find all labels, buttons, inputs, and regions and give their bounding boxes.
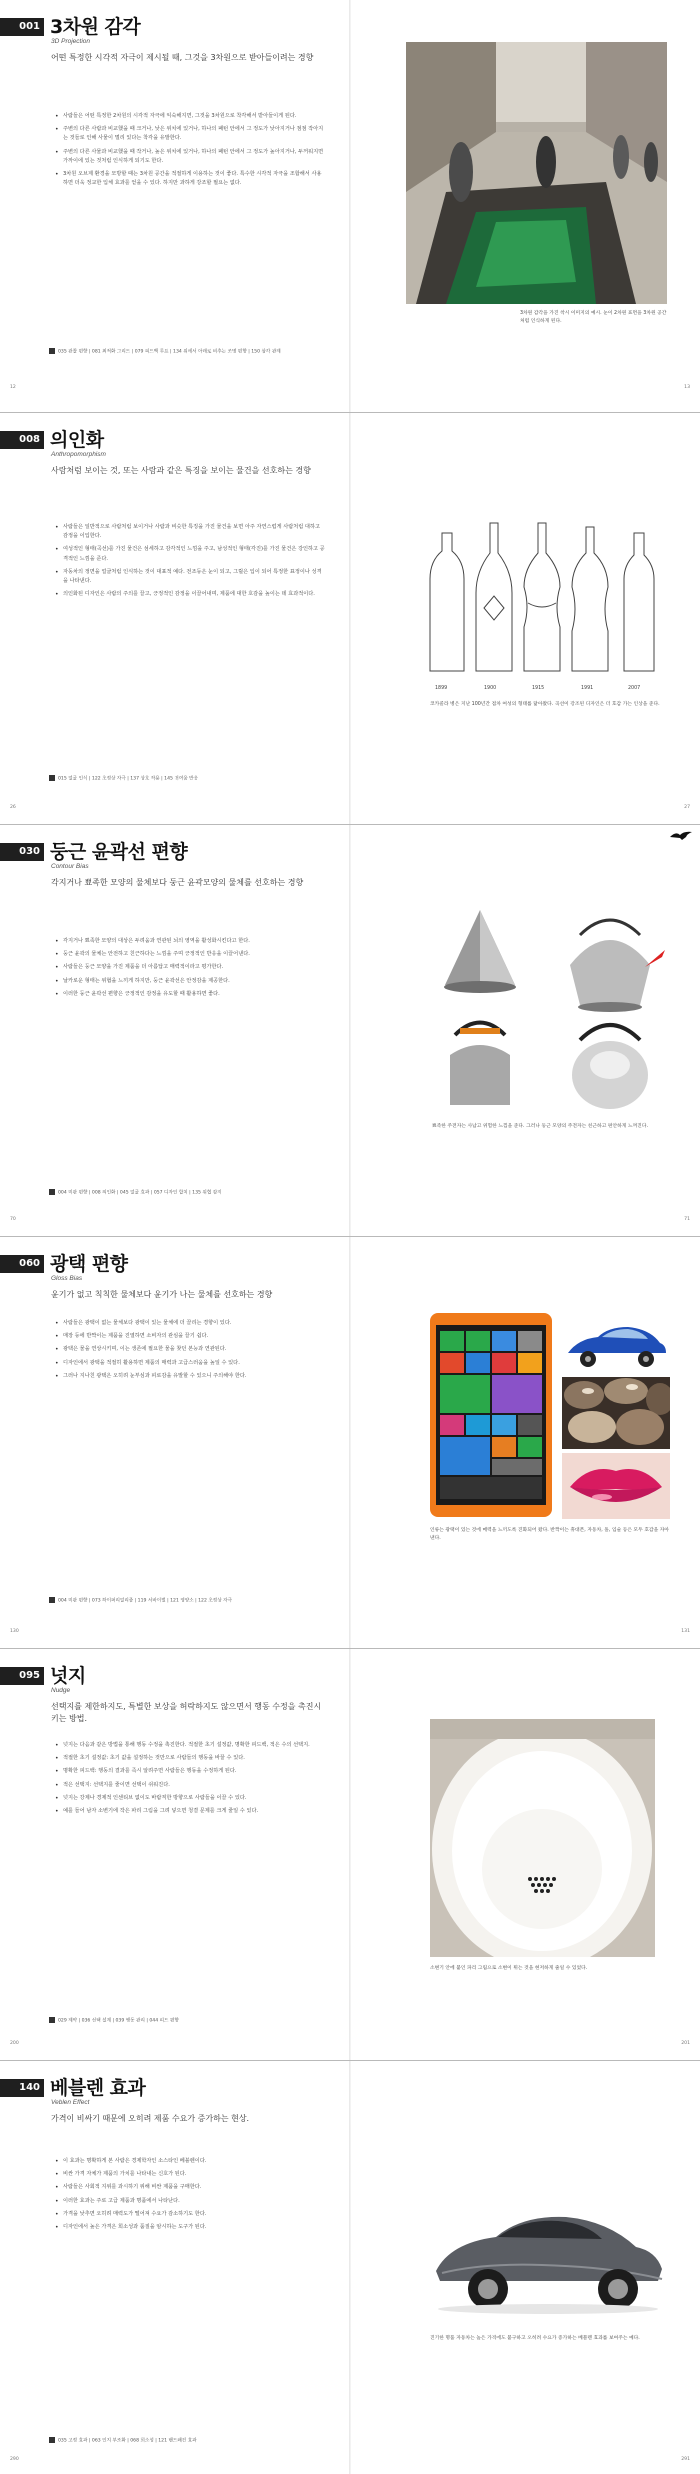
list-item: • 각지거나 뾰족한 모양의 대상은 두려움과 연관된 뇌의 영역을 활성화시킨다고 한다. xyxy=(55,937,325,946)
list-item: • 그러나 지나친 광택은 오히려 눈부심과 피로감을 유발할 수 있으니 주의해야 한다. xyxy=(55,1372,325,1381)
list-item: • 주변의 다른 사람과 비교했을 때 크거나, 낮은 위치에 있거나, 하나의 패턴 안에서 그 정도가 낮아지거나 점점 작아지는 것들로 인해 사물이 멀리 있다는 착각을 유발한다. xyxy=(55,125,325,143)
spread-veblen-effect xyxy=(0,2060,700,2474)
gutter xyxy=(349,825,351,1236)
list-item: • 여성적인 형태(곡선)를 가진 물건은 섬세하고 감각적인 느낌을 주고, 남성적인 형태(각진)를 가진 물건은 강인하고 공격적인 느낌을 준다. xyxy=(55,545,325,563)
see-also-text: 004 미관 편향 | 008 의인화 | 045 얼굴 효과 | 057 디자인 합치 | 135 위협 감지 xyxy=(58,1190,222,1196)
list-item: • 디자인에서 광택을 적절히 활용하면 제품의 매력과 고급스러움을 높일 수 있다. xyxy=(55,1359,325,1368)
spread-gloss-bias xyxy=(0,1236,700,1648)
book-icon xyxy=(49,775,55,781)
entry-title: 광택 편향 xyxy=(50,1253,128,1275)
list-item: • 적은 선택지: 선택지를 줄이면 선택이 쉬워진다. xyxy=(55,1781,325,1790)
gutter xyxy=(349,413,351,824)
page-number-left: 130 xyxy=(10,1629,19,1634)
list-item: • 사람들은 사회적 지위를 과시하기 위해 비싼 제품을 구매한다. xyxy=(55,2183,325,2192)
see-also-text: 004 미관 편향 | 073 하이퍼리얼리즘 | 119 서바이벌 | 121 영양소 | 122 초정상 자극 xyxy=(58,1598,233,1604)
list-item: • 가격을 낮추면 오히려 매력도가 떨어져 수요가 감소하기도 한다. xyxy=(55,2210,325,2219)
see-also xyxy=(49,2017,339,2025)
book-icon xyxy=(49,348,55,354)
list-item: • 3차원 오브제 환경을 모방할 때는 3차원 공간을 적절하게 이용하는 것이 좋다. 특수한 시각적 자극을 조합해서 사용하면 더욱 정교한 입체 효과를 얻을 수 있다. 하지만 과하게 강조할 필요는 없다. xyxy=(55,170,325,188)
blue-car-photo xyxy=(562,1315,670,1373)
see-also-text: 029 제약 | 036 선택 설계 | 039 행동 관리 | 044 피드 편향 xyxy=(58,2018,179,2024)
entry-number-badge: 008 xyxy=(0,431,44,449)
see-also xyxy=(49,1189,339,1197)
see-also-text: 035 관찰 편향 | 081 최적화 그리드 | 079 피드백 루프 | 134 위에서 아래로 비추는 조명 편향 | 150 삼각 관계 xyxy=(58,349,281,355)
year-label-1991: 1991 xyxy=(581,686,594,691)
entry-subtitle: Anthropomorphism xyxy=(51,451,106,458)
list-item: • 넛지는 강제나 경제적 인센티브 없이도 바람직한 방향으로 사람들을 이끌 수 있다. xyxy=(55,1794,325,1803)
list-item: • 명확한 피드백: 행동의 결과를 즉시 알려주면 사람들은 행동을 수정하게 된다. xyxy=(55,1767,325,1776)
page-number-left: 70 xyxy=(10,1217,16,1222)
list-item: • 디자인에서 높은 가격은 희소성과 품질을 암시하는 도구가 된다. xyxy=(55,2223,325,2232)
see-also xyxy=(49,2437,339,2445)
bottles-illustration xyxy=(420,513,670,683)
list-item: • 사람들은 일반적으로 사람처럼 보이거나 사람과 비슷한 특징을 가진 물건을 보면 아주 자연스럽게 사람처럼 대하고 감정을 이입한다. xyxy=(55,523,325,541)
entry-subtitle: 3D Projection xyxy=(51,38,91,45)
bullet-list xyxy=(55,2157,325,2236)
bullet-list xyxy=(55,1741,325,1820)
gutter xyxy=(349,0,351,412)
list-item: • 이 효과는 명확하게 본 사람은 경제학자인 소스타인 베블렌이다. xyxy=(55,2157,325,2166)
entry-number-badge: 140 xyxy=(0,2079,44,2097)
see-also-text: 035 고정 효과 | 063 인지 부조화 | 068 희소성 | 121 밴드왜건 효과 xyxy=(58,2438,197,2444)
list-item: • 사람들은 둥근 모양을 가진 제품을 더 아름답고 매력적이라고 평가한다. xyxy=(55,963,325,972)
list-item: • 적절한 초기 설정값: 초기 값을 설정하는 것만으로 사람들의 행동을 바꿀 수 있다. xyxy=(55,1754,325,1763)
list-item: • 사람들은 어떤 특정한 2차원의 시각적 자극에 익숙해지면, 그것을 3차원으로 착각해서 받아들이게 된다. xyxy=(55,112,325,121)
entry-subtitle: Gloss Bias xyxy=(51,1275,83,1282)
year-label-1899: 1899 xyxy=(435,686,448,691)
stones-photo xyxy=(562,1377,670,1449)
list-item: • 주변의 다른 사물과 비교했을 때 작거나, 높은 위치에 있거나, 하나의 패턴 안에서 그 정도가 높아지거나, 두꺼워지면 가까이에 있는 것처럼 인식하게 되기도 한다. xyxy=(55,148,325,166)
entry-number-badge: 001 xyxy=(0,18,44,36)
entry-lead: 가격이 비싸기 때문에 오히려 제품 수요가 증가하는 현상. xyxy=(51,2114,250,2123)
entry-number-badge: 060 xyxy=(0,1255,44,1273)
page-number-left: 200 xyxy=(10,2041,19,2046)
see-also xyxy=(49,348,339,356)
book-icon xyxy=(49,1189,55,1195)
book-icon xyxy=(49,1597,55,1603)
photo-caption: 뾰족한 주전자는 사납고 위험한 느낌을 준다. 그러나 둥근 모양의 주전자는 친근하고 편안하게 느껴진다. xyxy=(432,1124,648,1129)
kettles-photo xyxy=(430,905,670,1115)
list-item: • 예를 들어 남자 소변기에 작은 파리 그림을 그려 넣으면 청결 문제를 크게 줄일 수 있다. xyxy=(55,1807,325,1816)
entry-lead: 윤기가 없고 칙칙한 물체보다 윤기가 나는 물체를 선호하는 경향 xyxy=(51,1290,273,1299)
page-number-right: 291 xyxy=(681,2457,690,2462)
page-number-right: 27 xyxy=(684,805,690,810)
entry-number-badge: 030 xyxy=(0,843,44,861)
list-item: • 광택은 물을 연상시키며, 이는 생존에 필요한 물을 찾던 본능과 연관된다. xyxy=(55,1345,325,1354)
entry-subtitle: Veblen Effect xyxy=(51,2099,90,2106)
book-icon xyxy=(49,2437,55,2443)
list-item: • 날카로운 형태는 위협을 느끼게 하지만, 둥근 윤곽선은 안정감을 제공한다. xyxy=(55,977,325,986)
photo-caption: 소변기 안에 붙인 파리 그림으로 소변이 튀는 것을 현저하게 줄일 수 있었다. xyxy=(430,1966,588,1971)
photo-caption: 진기한 명품 자동차는 높은 가격에도 불구하고 오히려 수요가 증가하는 베블렌 효과를 보여주는 예다. xyxy=(430,2336,640,2341)
entry-lead: 각지거나 뾰족한 모양의 물체보다 둥근 윤곽모양의 물체를 선호하는 경향 xyxy=(51,878,304,887)
gutter xyxy=(349,2061,351,2474)
entry-title: 의인화 xyxy=(50,429,104,451)
page-number-left: 26 xyxy=(10,805,16,810)
see-also xyxy=(49,775,339,783)
smartphone-photo xyxy=(428,1311,554,1519)
book-icon xyxy=(49,2017,55,2023)
spread-3d-projection xyxy=(0,0,700,412)
list-item: • 자동차의 정면을 얼굴처럼 인식하는 것이 대표적 예다. 전조등은 눈이 되고, 그릴은 입이 되어 특정한 표정이나 성격을 나타낸다. xyxy=(55,568,325,586)
year-label-2007: 2007 xyxy=(628,686,641,691)
list-item: • 넛지는 다음과 같은 방법을 통해 행동 수정을 촉진한다. 적절한 초기 설정값, 명확한 피드백, 적은 수의 선택지. xyxy=(55,1741,325,1750)
entry-subtitle: Contour Bias xyxy=(51,863,89,870)
bullet-list xyxy=(55,937,325,1003)
entry-lead: 어떤 특정한 시각적 자극이 제시될 때, 그것을 3차원으로 받아들이려는 경향 xyxy=(51,53,314,62)
see-also-text: 015 얼굴 인식 | 122 초정상 자극 | 137 상호 작용 | 145 귀여움 반응 xyxy=(58,776,199,782)
list-item: • 의인화된 디자인은 사람의 주의를 끌고, 긍정적인 감정을 이끌어내며, 제품에 대한 호감을 높이는 데 효과적이다. xyxy=(55,590,325,599)
photo-caption: 3차원 감각을 가진 착시 이미지의 예시. 눈이 2차원 표면을 3차원 공간처럼 인식하게 된다. xyxy=(520,311,667,324)
page-number-right: 71 xyxy=(684,1217,690,1222)
bullet-list xyxy=(55,1319,325,1385)
spread-anthropomorphism xyxy=(0,412,700,824)
spread-contour-bias xyxy=(0,824,700,1236)
spread-nudge xyxy=(0,1648,700,2060)
illustration-caption: 코카콜라 병은 지난 100년간 점차 여성의 형태를 닮아왔다. 곡선이 강조된 디자인은 더 호감 가는 인상을 준다. xyxy=(430,702,660,707)
page-number-right: 131 xyxy=(681,1629,690,1634)
page-number-left: 290 xyxy=(10,2457,19,2462)
bullet-list xyxy=(55,112,325,192)
list-item: • 비싼 가격 자체가 제품의 가치를 나타내는 신호가 된다. xyxy=(55,2170,325,2179)
entry-lead: 선택지를 제한하지도, 특별한 보상을 허락하지도 않으면서 행동 수정을 촉진시키는 방법. xyxy=(51,1702,322,1723)
gutter xyxy=(349,1237,351,1648)
entry-number-badge: 095 xyxy=(0,1667,44,1685)
list-item: • 매장 등에 반짝이는 제품을 진열하면 소비자의 관심을 끌기 쉽다. xyxy=(55,1332,325,1341)
entry-title: 둥근 윤곽선 편향 xyxy=(50,841,188,863)
sports-car-photo xyxy=(428,2191,668,2321)
entry-title: 3차원 감각 xyxy=(50,16,141,38)
list-item: • 사람들은 광택이 없는 물체보다 광택이 있는 물체에 더 끌리는 경향이 있다. xyxy=(55,1319,325,1328)
bullet-list xyxy=(55,523,325,603)
year-label-1915: 1915 xyxy=(532,686,545,691)
list-item: • 둥근 윤곽의 물체는 안전하고 친근하다는 느낌을 주며 긍정적인 반응을 이끌어낸다. xyxy=(55,950,325,959)
see-also xyxy=(49,1597,339,1605)
photo-caption: 인류는 광택이 있는 것에 매력을 느끼도록 진화되어 왔다. 반짝이는 휴대폰, 자동차, 돌, 입술 등은 모두 호감을 자아낸다. xyxy=(430,1528,670,1541)
page-number-right: 201 xyxy=(681,2041,690,2046)
entry-title: 넛지 xyxy=(50,1665,86,1687)
gutter xyxy=(349,1649,351,2060)
street-illusion-photo xyxy=(406,42,667,304)
page-number-right: 13 xyxy=(684,385,690,390)
list-item: • 이러한 둥근 윤곽선 편향은 긍정적인 감정을 유도할 때 활용하면 좋다. xyxy=(55,990,325,999)
entry-title: 베블렌 효과 xyxy=(50,2077,146,2099)
lips-photo xyxy=(562,1453,670,1519)
entry-lead: 사람처럼 보이는 것, 또는 사람과 같은 특징을 보이는 물건을 선호하는 경향 xyxy=(51,466,311,475)
page-number-left: 12 xyxy=(10,385,16,390)
urinal-photo xyxy=(430,1719,655,1957)
bird-icon xyxy=(670,831,692,841)
entry-subtitle: Nudge xyxy=(51,1687,71,1694)
year-label-1900: 1900 xyxy=(484,686,497,691)
list-item: • 이러한 효과는 주로 고급 제품과 명품에서 나타난다. xyxy=(55,2197,325,2206)
